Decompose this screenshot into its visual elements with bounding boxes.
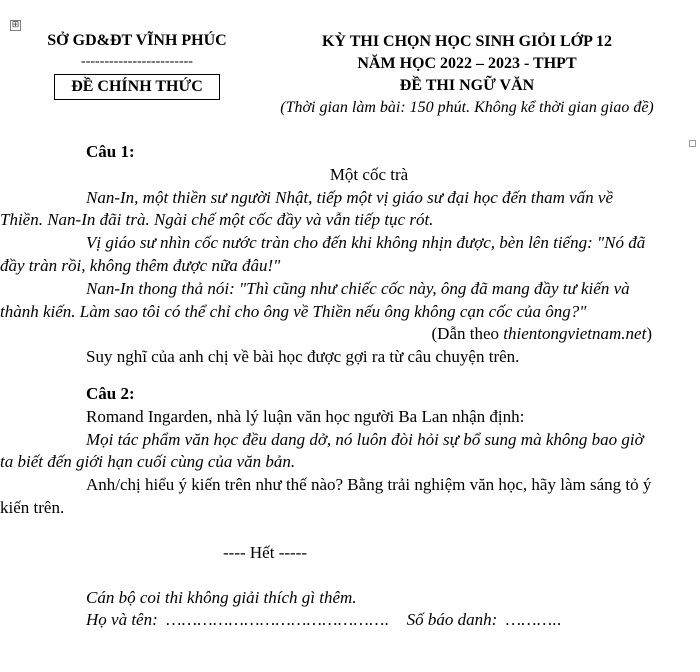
text-boundary-marker bbox=[689, 140, 696, 147]
proctor-note: Cán bộ coi thi không giải thích gì thêm. bbox=[86, 587, 357, 607]
source-prefix: (Dẫn theo bbox=[431, 324, 504, 344]
spacer bbox=[86, 520, 652, 542]
spacer bbox=[86, 565, 652, 587]
end-mark: ---- Hết ----- bbox=[223, 542, 307, 562]
department-name: SỞ GD&ĐT VĨNH PHÚC bbox=[47, 32, 227, 49]
question-2-quote: Mọi tác phẩm văn học đều dang dở, nó luôn đòi hỏi sự bổ sung mà không bao giờ ta biết đến giới hạn cuối cùng của văn bản. bbox=[0, 429, 644, 472]
header-left bbox=[28, 31, 246, 100]
question-2-intro: Romand Ingarden, nhà lý luận văn học người Ba Lan nhận định: bbox=[86, 406, 525, 426]
id-label: Số báo danh: bbox=[406, 610, 498, 630]
story-paragraph-3: Nan-In thong thả nói: "Thì cũng như chiếc cốc này, ông đã mang đầy tư kiến và thành kiến. Làm sao tôi có thể chỉ cho ông về Thiền nếu ông không cạn cốc của ông?" bbox=[0, 278, 630, 321]
story-title: Một cốc trà bbox=[329, 164, 409, 184]
header-divider: ------------------------ bbox=[81, 54, 193, 69]
table-move-handle-icon[interactable]: ⊞ bbox=[11, 20, 20, 30]
question-1-label: Câu 1: bbox=[86, 142, 135, 161]
time-note: (Thời gian làm bài: 150 phút. Không kể thời gian giao đề) bbox=[280, 99, 654, 116]
exam-content bbox=[0, 141, 652, 632]
source-site: thientongvietnam.net bbox=[503, 324, 647, 344]
name-label: Họ và tên: bbox=[86, 610, 158, 630]
header-right bbox=[262, 31, 672, 118]
source-suffix: ) bbox=[646, 324, 652, 344]
story-paragraph-2: Vị giáo sư nhìn cốc nước tràn cho đến khi không nhịn được, bèn lên tiếng: "Nó đã đầy tràn rồi, không thêm được nữa đâu!" bbox=[0, 233, 646, 275]
question-1-prompt: Suy nghĩ của anh chị về bài học được gợi ra từ câu chuyện trên. bbox=[86, 347, 520, 367]
exam-title: KỲ THI CHỌN HỌC SINH GIỎI LỚP 12 bbox=[322, 33, 612, 50]
name-blank: ……………………………………. bbox=[166, 610, 390, 630]
candidate-info-line bbox=[86, 609, 652, 632]
exam-subject: ĐỀ THI NGỮ VĂN bbox=[399, 77, 535, 94]
question-2-label: Câu 2: bbox=[86, 383, 135, 403]
story-paragraph-1: Nan-In, một thiền sư người Nhật, tiếp một vị giáo sư đại học đến tham vấn về Thiền. Nan-In đãi trà. Ngài chế một cốc đầy và vẫn tiếp tục rót. bbox=[0, 187, 613, 230]
official-exam-label: ĐỀ CHÍNH THỨC bbox=[54, 74, 220, 100]
school-year: NĂM HỌC 2022 – 2023 - THPT bbox=[357, 55, 577, 72]
story-source bbox=[86, 323, 652, 346]
spacer bbox=[86, 369, 652, 383]
question-2-prompt: Anh/chị hiểu ý kiến trên như thế nào? Bằng trải nghiệm văn học, hãy làm sáng tỏ ý kiến trên. bbox=[0, 475, 652, 517]
id-blank: ……….. bbox=[505, 610, 563, 630]
